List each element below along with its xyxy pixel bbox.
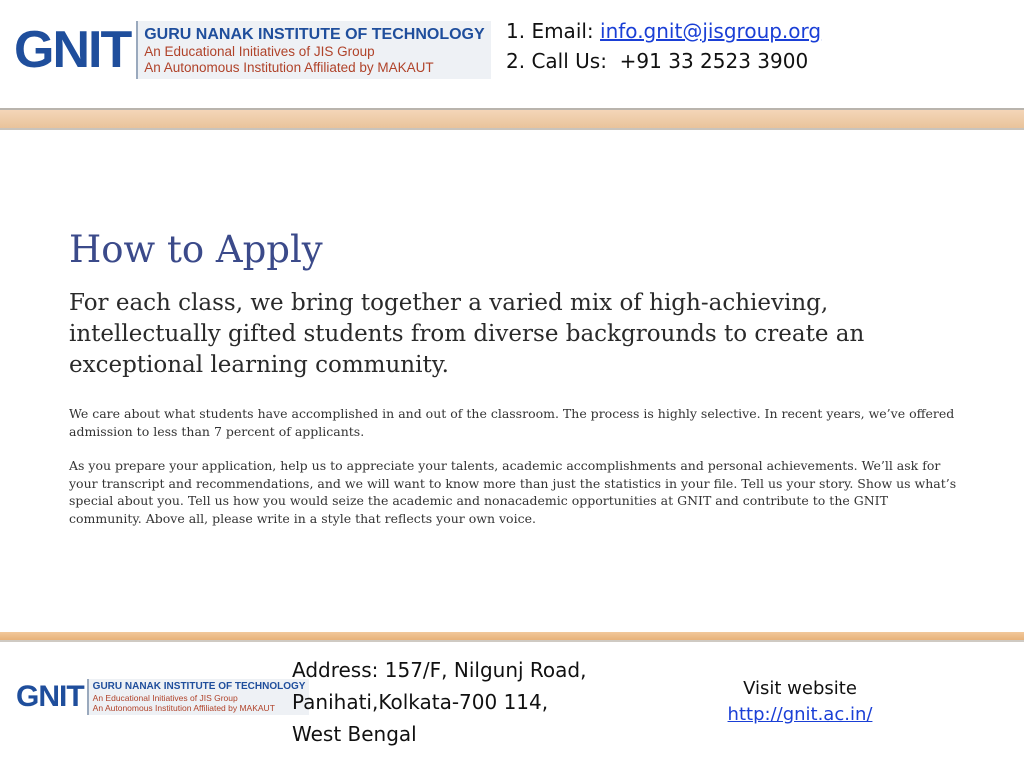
footer-divider-band (0, 632, 1024, 642)
gnit-logo-mark: GNIT (14, 21, 131, 79)
phone-number: +91 33 2523 3900 (619, 49, 809, 73)
footer-logo-tagline-jis: An Educational Initiatives of JIS Group (92, 693, 238, 703)
body-paragraph-2: As you prepare your application, help us to appreciate your talents, academic accomplishments and personal achievements. We’ll ask for your transcript and recommendations, and we will want to know more than just the statistics in your file. Tell us your story. Show us what’s special about you. Tell us how you would seize the academic and nonacademic opportunities at GNIT and contribute to the GNIT community. Above all, please write in a style that reflects your own voice. (69, 458, 957, 526)
website-link[interactable]: http://gnit.ac.in/ (727, 704, 873, 725)
contact-info (506, 16, 821, 76)
address-line-2: Panihati,Kolkata-700 114, (292, 690, 549, 714)
logo-institute-name: GURU NANAK INSTITUTE OF TECHNOLOGY (144, 26, 485, 43)
footer-logo[interactable] (16, 678, 309, 716)
lead-paragraph: For each class, we bring together a varied mix of high-achieving, intellectually gifted students from diverse backgrounds to create an exceptional learning community. (69, 290, 865, 378)
header-divider-band (0, 108, 1024, 130)
body-paragraph-1: We care about what students have accomplished in and out of the classroom. The process is highly selective. In recent years, we’ve offered admission to less than 7 percent of applicants. (69, 406, 955, 439)
page-title: How to Apply (69, 228, 323, 271)
address-line-3: West Bengal (292, 722, 417, 746)
phone-label: 2. Call Us: (506, 49, 607, 73)
visit-website-label: Visit website (743, 678, 857, 699)
logo-tagline-makaut: An Autonomous Institution Affiliated by MAKAUT (144, 60, 434, 75)
footer-logo-tagline-makaut: An Autonomous Institution Affiliated by MAKAUT (92, 703, 275, 713)
logo-tagline-jis: An Educational Initiatives of JIS Group (144, 44, 375, 59)
footer-logo-institute-name: GURU NANAK INSTITUTE OF TECHNOLOGY (92, 681, 306, 692)
address-line-1: Address: 157/F, Nilgunj Road, (292, 658, 587, 682)
phone-row (506, 46, 821, 76)
footer-address (292, 654, 586, 750)
gnit-logo-mark-small: GNIT (16, 680, 84, 713)
logo-text-block (136, 21, 490, 79)
email-label: 1. Email: (506, 19, 594, 43)
footer-logo-text-block (87, 679, 310, 715)
header-logo[interactable] (14, 18, 491, 82)
email-row (506, 16, 821, 46)
email-link[interactable]: info.gnit@jisgroup.org (600, 19, 822, 43)
visit-website-block (720, 676, 880, 728)
